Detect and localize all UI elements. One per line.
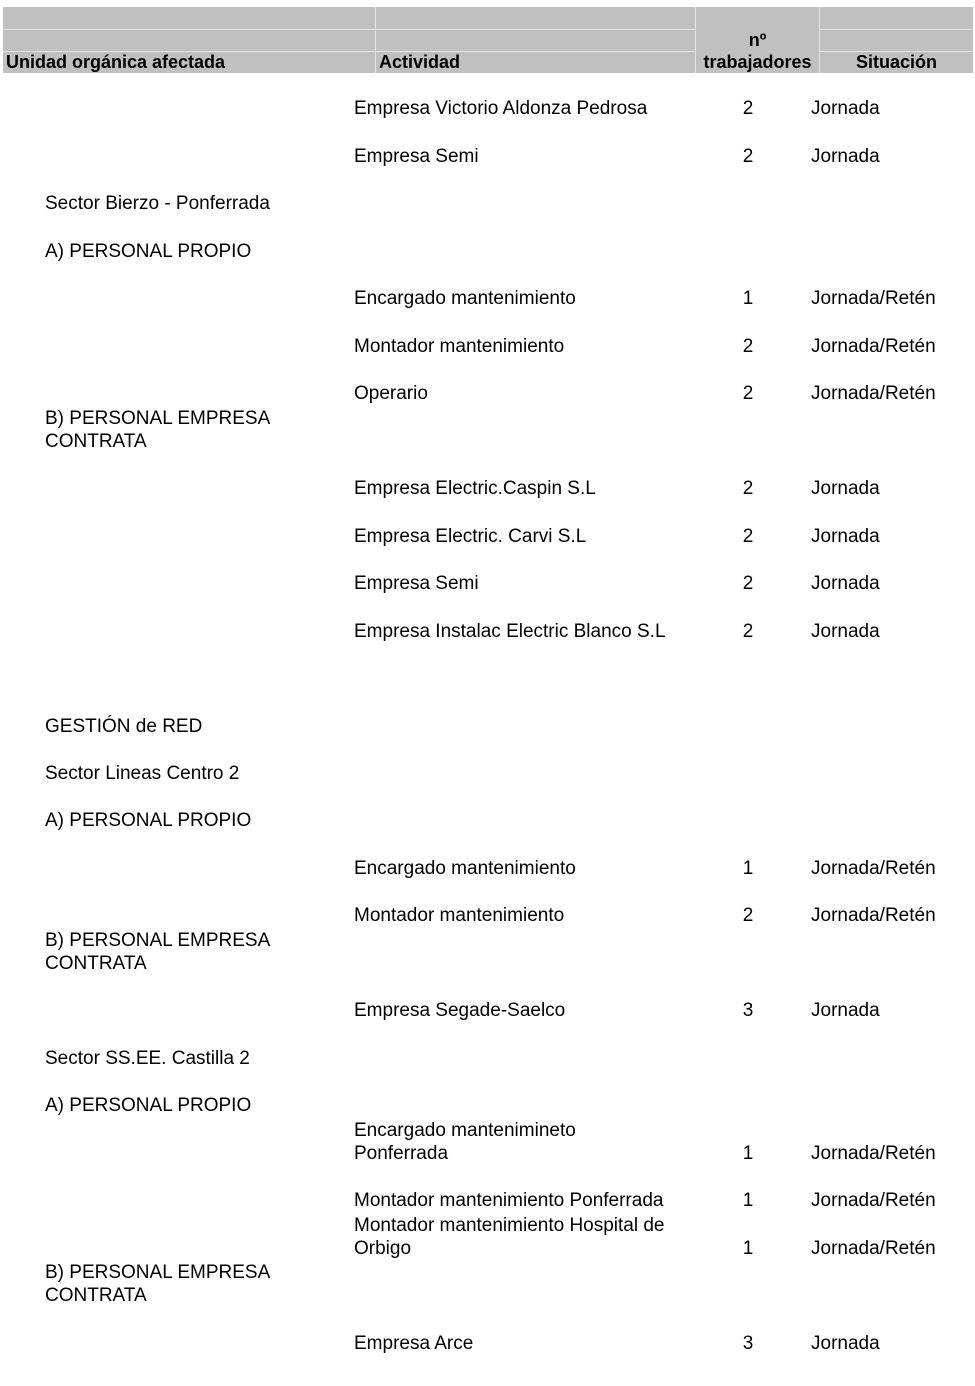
activity-cell: Orbigo	[354, 1238, 412, 1259]
worker-count-cell: 1	[742, 1238, 754, 1259]
activity-cell: Empresa Semi	[354, 146, 479, 167]
unit-cell: Sector Lineas Centro 2	[45, 763, 240, 784]
activity-cell: Montador mantenimiento	[354, 905, 565, 926]
activity-cell: Empresa Electric. Carvi S.L	[354, 526, 587, 547]
unit-cell: CONTRATA	[45, 1285, 147, 1306]
column-header-unidad	[3, 7, 376, 73]
worker-count-cell: 2	[742, 383, 754, 404]
activity-cell: Empresa Segade-Saelco	[354, 1000, 566, 1021]
unit-cell: A) PERSONAL PROPIO	[45, 810, 252, 831]
situation-cell: Jornada	[811, 621, 880, 642]
situation-cell: Jornada/Retén	[811, 288, 936, 309]
worker-count-cell: 1	[742, 288, 754, 309]
table-header	[3, 7, 973, 73]
activity-cell: Empresa Semi	[354, 573, 479, 594]
activity-cell: Montador mantenimiento Hospital de	[354, 1215, 665, 1236]
activity-cell: Montador mantenimiento Ponferrada	[354, 1190, 664, 1211]
situation-cell: Jornada	[811, 526, 880, 547]
column-header-unidad-label: Unidad orgánica afectada	[6, 52, 226, 72]
situation-cell: Jornada/Retén	[811, 905, 936, 926]
worker-count-cell: 2	[742, 526, 754, 547]
unit-cell: B) PERSONAL EMPRESA	[45, 1262, 271, 1283]
activity-cell: Ponferrada	[354, 1143, 449, 1164]
situation-cell: Jornada/Retén	[811, 336, 936, 357]
activity-cell: Empresa Victorio Aldonza Pedrosa	[354, 98, 648, 119]
column-header-trabajadores	[696, 7, 820, 73]
situation-cell: Jornada	[811, 98, 880, 119]
unit-cell: Sector Bierzo - Ponferrada	[45, 193, 270, 214]
worker-count-cell: 2	[742, 98, 754, 119]
situation-cell: Jornada/Retén	[811, 858, 936, 879]
column-header-actividad-label: Actividad	[379, 52, 461, 72]
unit-cell: GESTIÓN de RED	[45, 716, 203, 737]
situation-cell: Jornada/Retén	[811, 1238, 936, 1259]
situation-cell: Jornada	[811, 1000, 880, 1021]
situation-cell: Jornada/Retén	[811, 1143, 936, 1164]
situation-cell: Jornada/Retén	[811, 383, 936, 404]
activity-cell: Empresa Arce	[354, 1333, 474, 1354]
activity-cell: Encargado mantenimineto	[354, 1120, 576, 1141]
worker-count-cell: 1	[742, 1190, 754, 1211]
situation-cell: Jornada	[811, 478, 880, 499]
activity-cell: Empresa Electric.Caspin S.L	[354, 478, 596, 499]
unit-cell: CONTRATA	[45, 431, 147, 452]
worker-count-cell: 2	[742, 336, 754, 357]
column-header-actividad	[376, 7, 696, 73]
column-header-situacion-label: Situación	[855, 52, 937, 72]
worker-count-cell: 2	[742, 478, 754, 499]
unit-cell: B) PERSONAL EMPRESA	[45, 930, 271, 951]
unit-cell: A) PERSONAL PROPIO	[45, 1095, 252, 1116]
activity-cell: Empresa Instalac Electric Blanco S.L	[354, 621, 666, 642]
column-header-trabajadores-line1: nº	[748, 30, 767, 50]
situation-cell: Jornada/Retén	[811, 1190, 936, 1211]
activity-cell: Operario	[354, 383, 428, 404]
worker-count-cell: 2	[742, 621, 754, 642]
worker-count-cell: 3	[742, 1333, 754, 1354]
worker-count-cell: 1	[742, 858, 754, 879]
activity-cell: Montador mantenimiento	[354, 336, 565, 357]
unit-cell: Sector SS.EE. Castilla 2	[45, 1048, 250, 1069]
situation-cell: Jornada	[811, 573, 880, 594]
worker-count-cell: 1	[742, 1143, 754, 1164]
worker-count-cell: 3	[742, 1000, 754, 1021]
worker-count-cell: 2	[742, 146, 754, 167]
unit-cell: A) PERSONAL PROPIO	[45, 241, 252, 262]
situation-cell: Jornada	[811, 1333, 880, 1354]
column-header-trabajadores-line2: trabajadores	[703, 52, 812, 72]
worker-count-cell: 2	[742, 905, 754, 926]
worker-count-cell: 2	[742, 573, 754, 594]
activity-cell: Encargado mantenimiento	[354, 858, 576, 879]
activity-cell: Encargado mantenimiento	[354, 288, 576, 309]
situation-cell: Jornada	[811, 146, 880, 167]
column-header-situacion	[820, 7, 973, 73]
unit-cell: CONTRATA	[45, 953, 147, 974]
unit-cell: B) PERSONAL EMPRESA	[45, 408, 271, 429]
